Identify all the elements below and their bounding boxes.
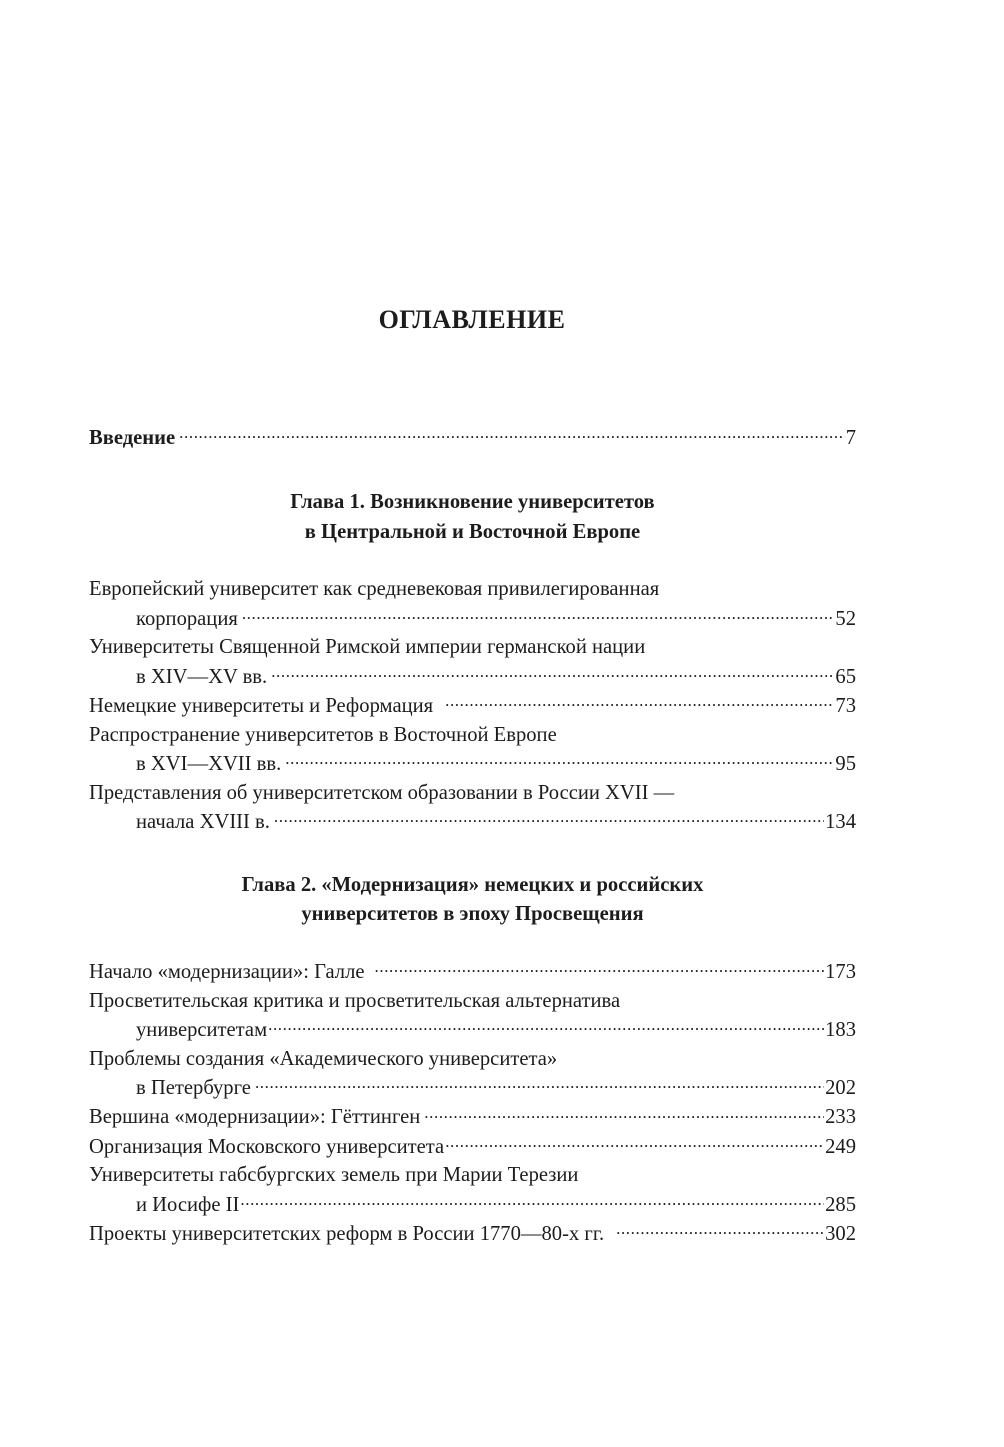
toc-page-number: 7 — [845, 426, 856, 449]
toc-page-number: 302 — [825, 1223, 856, 1246]
toc-entry[interactable] — [89, 1132, 856, 1161]
toc-entry-label: Немецкие университеты и Реформация — [89, 694, 434, 717]
toc-entry-label-cont: начала XVIII в. — [136, 810, 270, 833]
toc-entry-label-cont: в Петербурге — [136, 1077, 251, 1100]
dot-leader — [424, 1103, 824, 1124]
toc-entry[interactable] — [89, 1219, 856, 1248]
toc-entry-label: Начало «модернизации»: Галле — [89, 961, 365, 984]
dot-leader — [268, 1016, 824, 1037]
toc-entry-label: Европейский университет как средневековая привилегированная — [89, 578, 660, 601]
table-of-contents — [89, 423, 856, 1249]
toc-entry[interactable] — [89, 721, 856, 779]
page-title: ОГЛАВЛЕНИЕ — [378, 305, 566, 334]
toc-entry-label: Университеты габсбургских земель при Марии Терезии — [89, 1164, 579, 1187]
toc-page-number: 202 — [825, 1077, 856, 1100]
toc-entry[interactable] — [89, 691, 856, 720]
toc-entry-label-cont: в XVI—XVII вв. — [136, 752, 282, 775]
chapter-heading-line: университетов в эпоху Просвещения — [301, 903, 644, 926]
toc-entry[interactable] — [89, 1045, 856, 1103]
toc-page-number: 233 — [825, 1106, 856, 1129]
chapter-heading-line: Глава 2. «Модернизация» немецких и российских — [241, 873, 704, 896]
chapter-2-heading[interactable] — [89, 871, 856, 930]
toc-page-number: 173 — [825, 961, 856, 984]
chapter-heading-line: в Центральной и Восточной Европе — [304, 520, 641, 543]
toc-entry-label: Университеты Священной Римской империи германской нации — [89, 636, 646, 659]
toc-entry-label-cont: университетам — [136, 1019, 268, 1042]
toc-entry[interactable] — [89, 779, 856, 837]
dot-leader — [274, 807, 824, 828]
dot-leader — [616, 1219, 824, 1240]
dot-leader — [445, 691, 834, 712]
toc-entry-label: Организация Московского университета — [89, 1135, 445, 1158]
toc-entry-label: Проекты университетских реформ в России 1770—80-х гг. — [89, 1223, 605, 1246]
toc-entry[interactable] — [89, 987, 856, 1045]
toc-entry-label: Проблемы создания «Академического университета» — [89, 1047, 558, 1070]
dot-leader — [285, 749, 834, 770]
toc-entry-intro[interactable] — [89, 423, 856, 452]
chapter-1-heading[interactable] — [89, 488, 856, 547]
toc-entry-label-cont: в XIV—XV вв. — [136, 665, 268, 688]
toc-entry-label: Введение — [89, 426, 176, 449]
chapter-heading-line: Глава 1. Возникновение университетов — [290, 491, 655, 514]
toc-entry-label: Просветительская критика и просветительская альтернатива — [89, 989, 621, 1012]
dot-leader — [179, 423, 845, 444]
dot-leader — [271, 662, 834, 683]
toc-page-number: 95 — [835, 752, 856, 775]
dot-leader — [445, 1132, 824, 1153]
toc-page-number: 52 — [835, 607, 856, 630]
toc-page-number: 183 — [825, 1019, 856, 1042]
dot-leader — [242, 604, 835, 625]
toc-entry[interactable] — [89, 633, 856, 691]
dot-leader — [240, 1190, 824, 1211]
toc-entry-label: Вершина «модернизации»: Гёттинген — [89, 1106, 421, 1129]
toc-entry[interactable] — [89, 1161, 856, 1219]
toc-entry[interactable] — [89, 1103, 856, 1132]
toc-entry-label-cont: и Иосифе II — [136, 1193, 240, 1216]
dot-leader — [255, 1074, 824, 1095]
toc-page-number: 134 — [825, 810, 856, 833]
toc-page-number: 285 — [825, 1193, 856, 1216]
toc-entry[interactable] — [89, 958, 856, 987]
toc-page-number: 249 — [825, 1135, 856, 1158]
toc-entry-label-cont: корпорация — [136, 607, 238, 630]
toc-entry-label: Представления об университетском образовании в России XVII — — [89, 781, 675, 804]
toc-entry-label: Распространение университетов в Восточной Европе — [89, 723, 557, 746]
toc-page-number: 65 — [835, 665, 856, 688]
toc-entry[interactable] — [89, 575, 856, 633]
toc-page-number: 73 — [835, 694, 856, 717]
dot-leader — [375, 958, 825, 979]
